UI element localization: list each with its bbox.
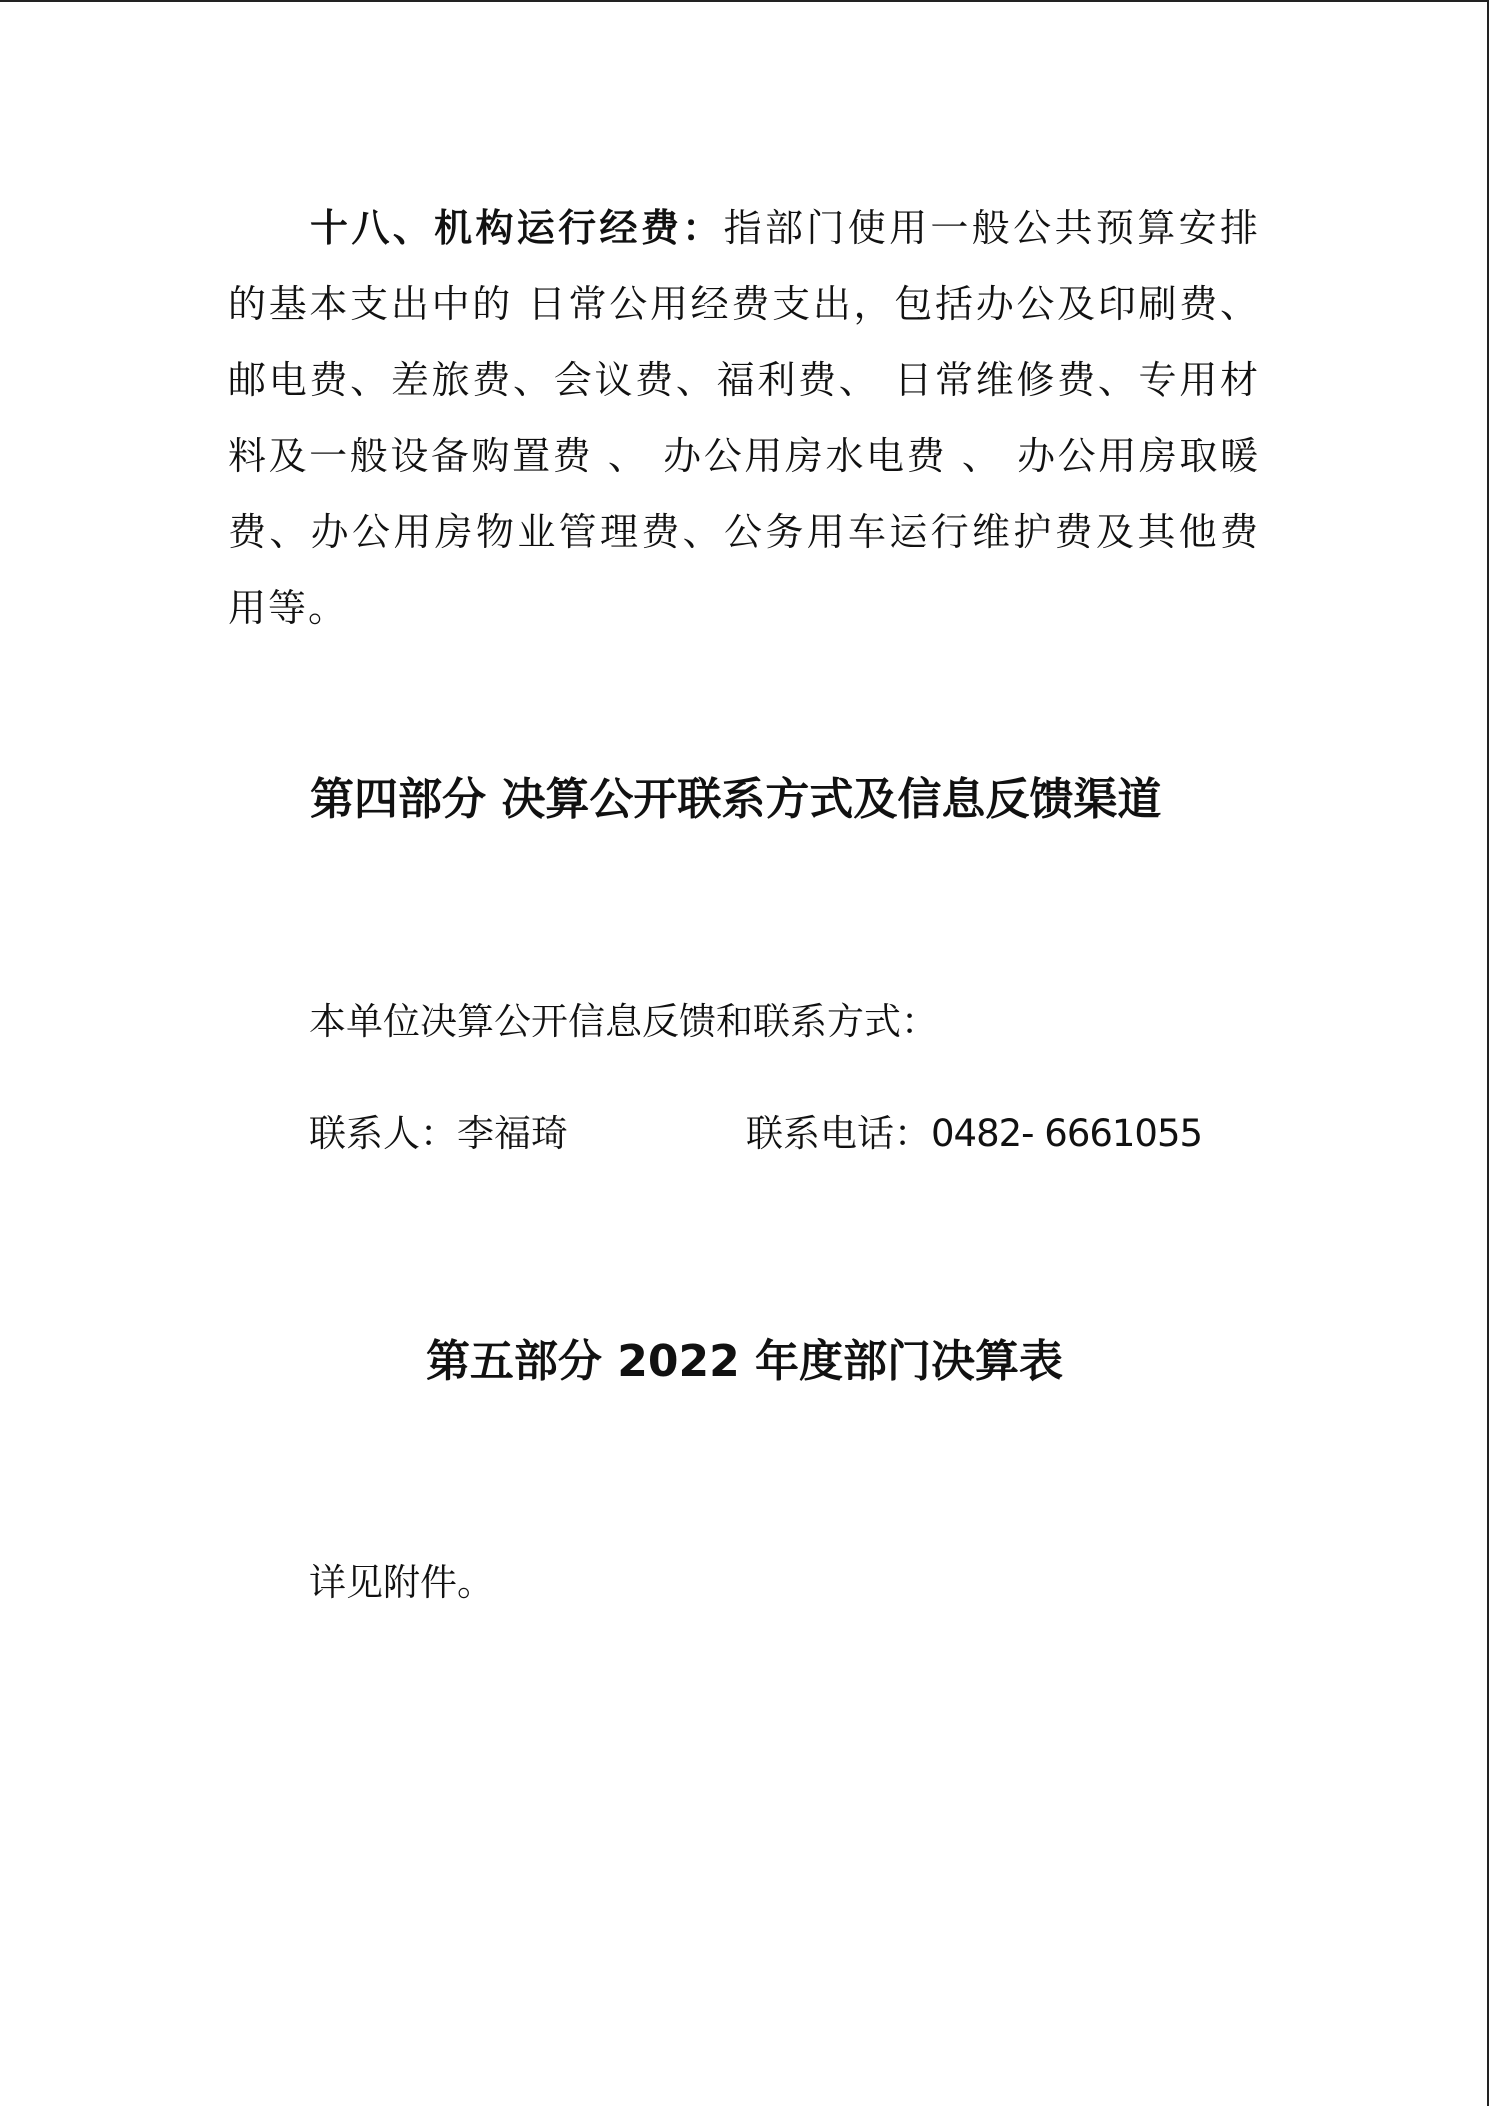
section5-heading-year: 2022 [617,1336,740,1387]
definition-term: 十八、机构运行经费： [310,206,724,250]
definition-paragraph [228,190,1260,646]
section5-heading-suffix: 年度部门决算表 [739,1336,1064,1387]
feedback-intro: 本单位决算公开信息反馈和联系方式： [309,1000,938,1043]
section4-heading: 第四部分 决算公开联系方式及信息反馈渠道 [310,774,1162,825]
contact-phone-label: 联系电话： [746,1112,931,1155]
contact-phone [746,1109,1202,1159]
page-border-top [0,0,1489,2]
see-attachment-note: 详见附件。 [309,1561,494,1604]
contact-person-name: 李福琦 [457,1112,568,1155]
contact-person [309,1109,568,1159]
section5-heading-prefix: 第五部分 [425,1336,618,1387]
contact-phone-number: 0482- 6661055 [931,1112,1203,1155]
definition-body: 指部门使用一般公共预算安排的基本支出中的 日常公用经费支出，包括办公及印刷费、邮电费、差旅费、会议费、福利费、 日常维修费、专用材料及一般设备购置费 、 办公用房水电费 、 办公用房取暖费、办公用房物业管理费、公务用车运行维护费及其他费用等。 [228,206,1260,630]
contact-person-label: 联系人： [309,1112,457,1155]
section5-heading [0,1332,1489,1392]
